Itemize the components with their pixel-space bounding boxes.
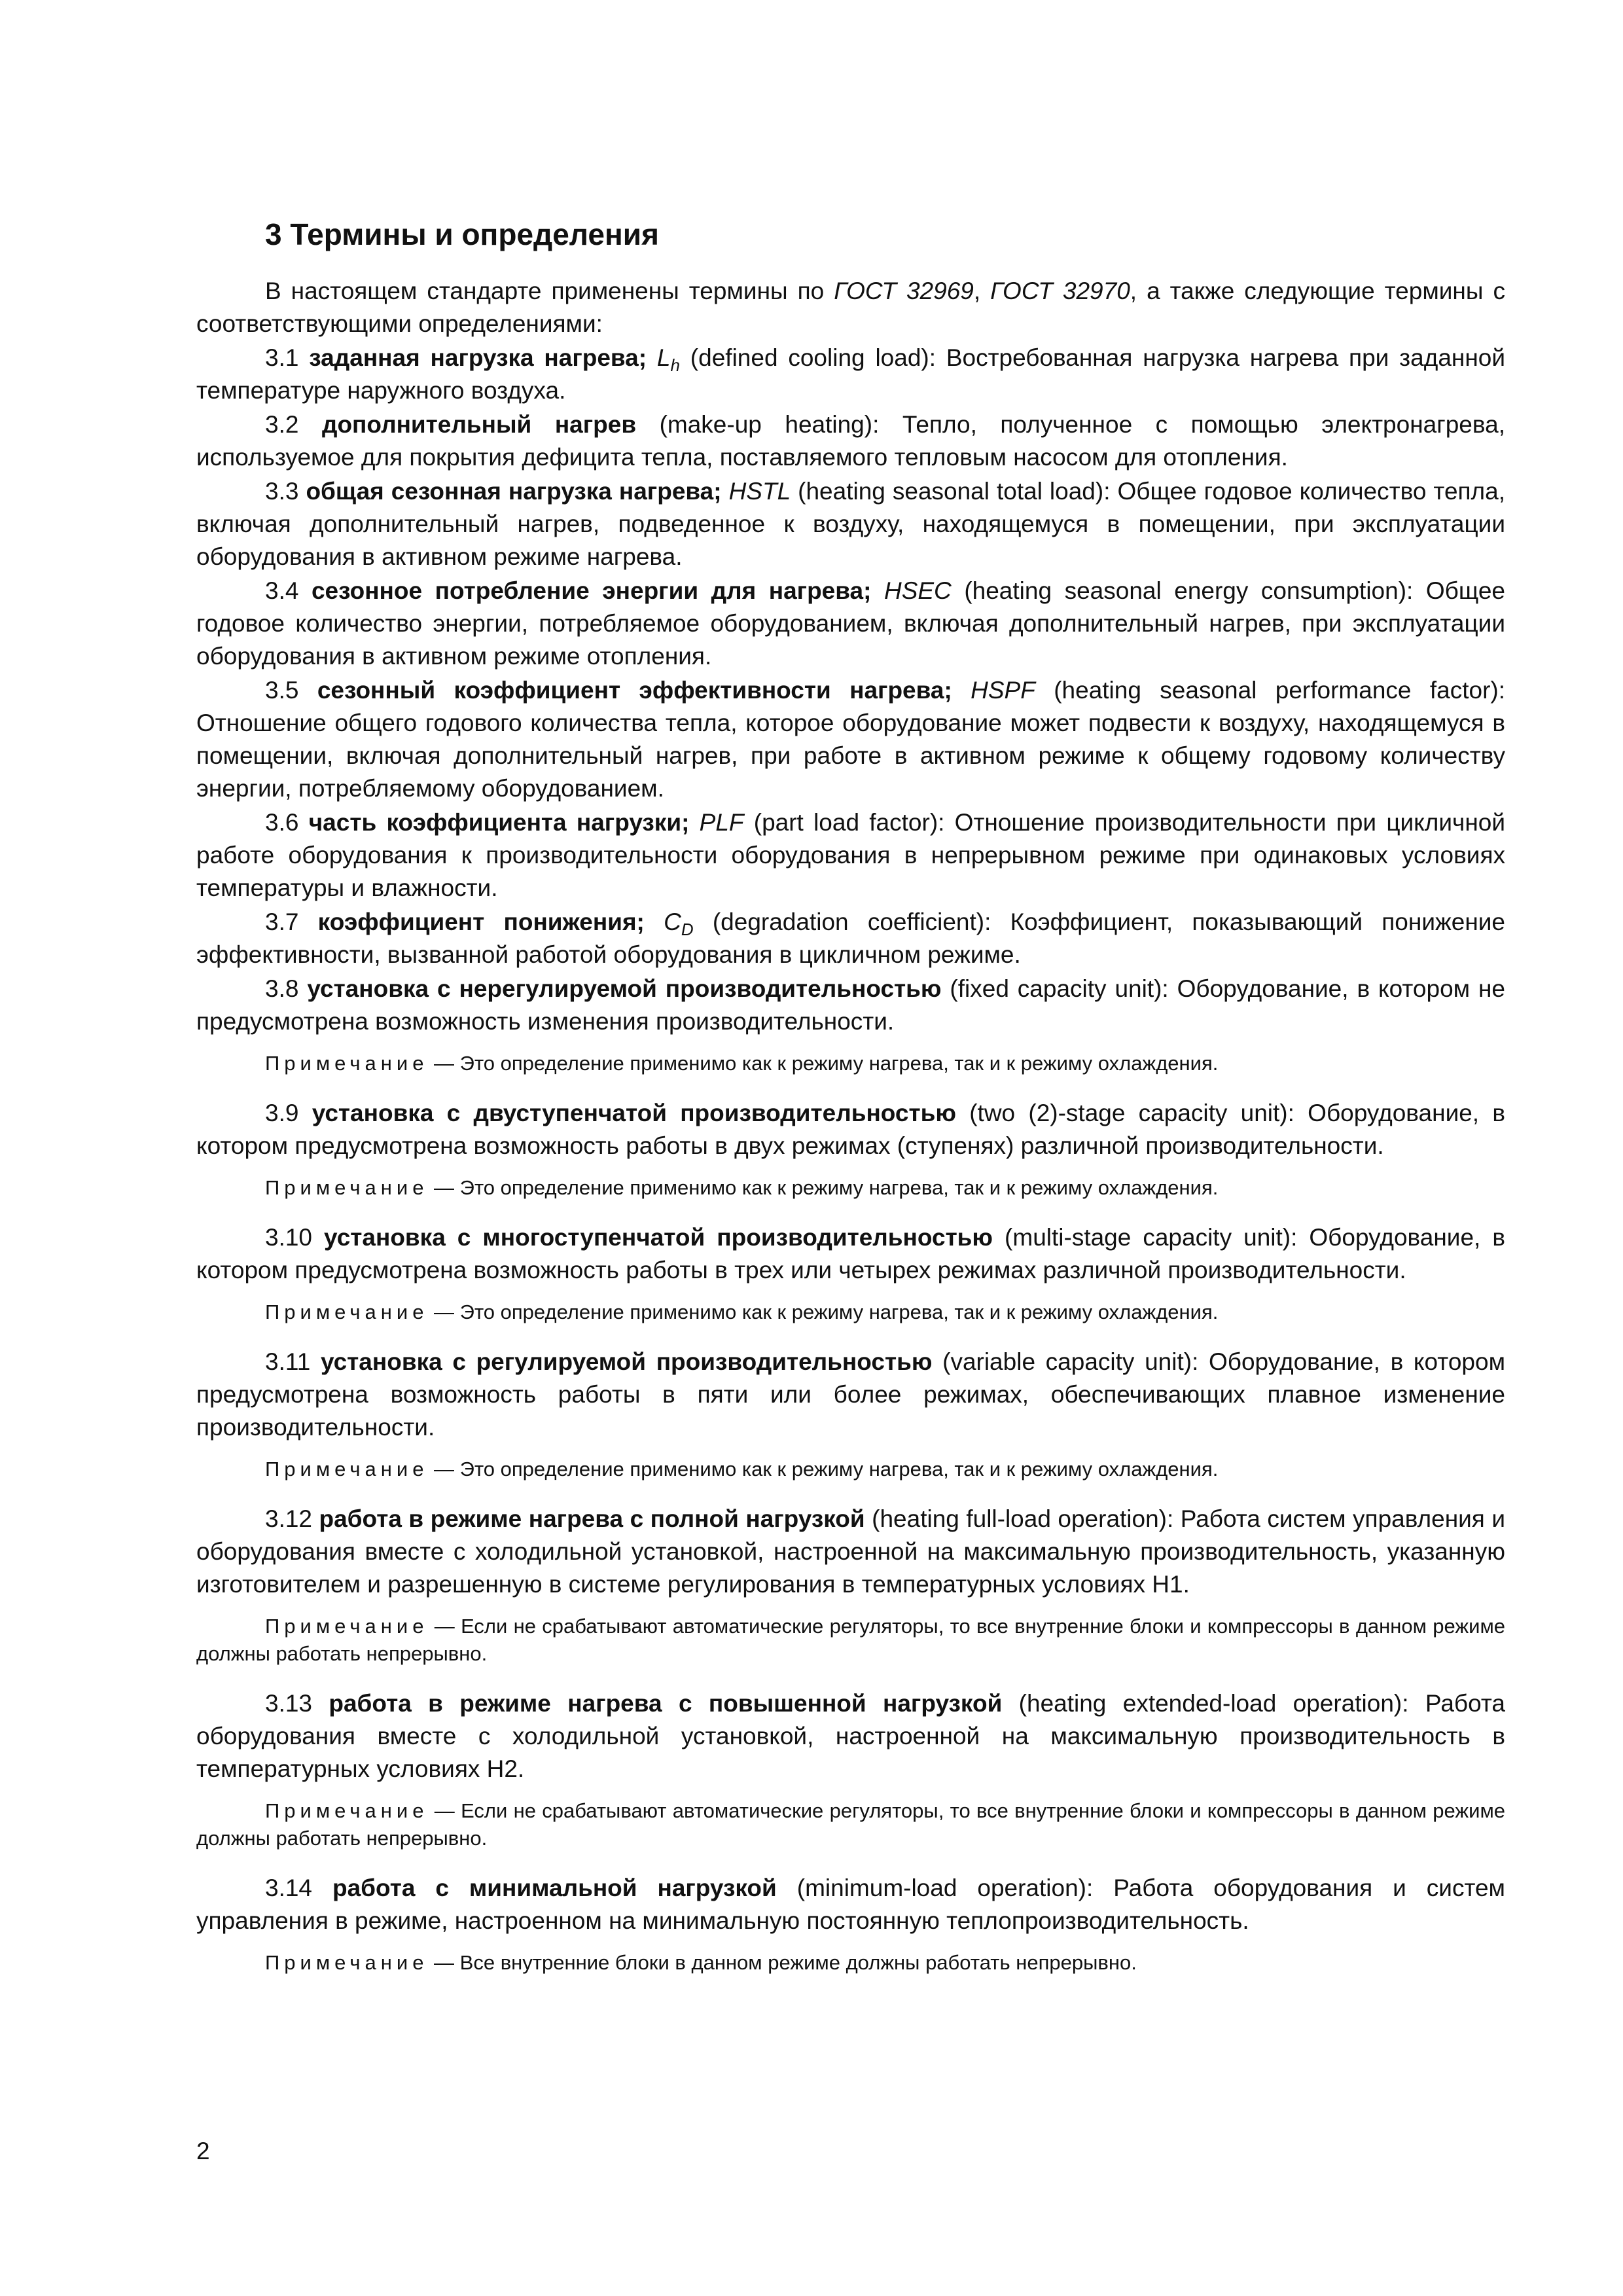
definition-3-14: 3.14 работа с минимальной нагрузкой (minimum-load operation): Работа оборудования и систем управления в режиме, настроенном на минимальную постоянную теплопроизводительность. (196, 1874, 1505, 1934)
definition-3-3: 3.3 общая сезонная нагрузка нагрева; HSTL (heating seasonal total load): Общее годовое количество тепла, включая дополнительный нагрев, подведенное к воздуху, находящемуся в помещении, при эксплуатации оборудования в активном режиме нагрева. (196, 478, 1506, 570)
definition-3-13: 3.13 работа в режиме нагрева с повышенной нагрузкой (heating extended-load operation): Работа оборудования вместе с холодильной установкой, настроенной на максимальную производительность в температурных условиях H2. (196, 1690, 1505, 1782)
term: заданная нагрузка нагрева; (309, 344, 657, 371)
term: установка с нерегулируемой производительностью (307, 975, 942, 1002)
term-abbreviation: HSPF (971, 677, 1035, 704)
intro-paragraph: В настоящем стандарте применены термины по ГОСТ 32969, ГОСТ 32970, а также следующие термины с соответствующими определениями: (196, 278, 1505, 337)
term: дополнительный нагрев (321, 411, 637, 438)
definition-3-8: 3.8 установка с нерегулируемой производительностью (fixed capacity unit): Оборудование, в котором не предусмотрена возможность изменения производительности. (196, 975, 1506, 1035)
note-label: Примечание (265, 1052, 429, 1075)
definition-3-4: 3.4 сезонное потребление энергии для нагрева; HSEC (heating seasonal energy consumption): Общее годовое количество энергии, потребляемое оборудованием, включая дополнительный нагрев, при эксплуатации оборудования в активном режиме отопления. (196, 577, 1505, 670)
note-label: Примечание (265, 1300, 429, 1323)
term: работа в режиме нагрева с полной нагрузкой (319, 1505, 865, 1532)
note-label: Примечание (265, 1176, 429, 1199)
term-abbreviation: HSEC (883, 577, 952, 604)
term-abbreviation: $C_D$ (664, 908, 694, 939)
note: Примечание — Это определение применимо как к режиму нагрева, так и к режиму охлаждения. (265, 1300, 1219, 1323)
term-abbreviation: HSTL (728, 478, 791, 505)
definition-3-11: 3.11 установка с регулируемой производительностью (variable capacity unit): Оборудование, в котором предусмотрена возможность работы в пяти или более режимах, обеспечивающих плавное изменение производительности. (196, 1348, 1506, 1441)
note-label: Примечание (265, 1615, 429, 1638)
note: Примечание — Это определение применимо как к режиму нагрева, так и к режиму охлаждения. (265, 1458, 1219, 1480)
term-abbreviation: PLF (699, 809, 744, 836)
standard-reference: ГОСТ 32970 (990, 278, 1130, 304)
term: работа с минимальной нагрузкой (332, 1874, 777, 1901)
note-label: Примечание (265, 1458, 429, 1480)
term: установка с многоступенчатой производительностью (324, 1224, 993, 1251)
definition-3-7: 3.7 коэффициент понижения; $C_D$ (degradation coefficient): Коэффициент, показывающий понижение эффективности, вызванной работой оборудования в цикличном режиме. (196, 908, 1505, 968)
definition-3-10: 3.10 установка с многоступенчатой производительностью (multi-stage capacity unit): Оборудование, в котором предусмотрена возможность работы в трех или четырех режимах различной производительности. (196, 1224, 1506, 1283)
note: Примечание — Если не срабатывают автоматические регуляторы, то все внутренние блоки и компрессоры в данном режиме должны работать непрерывно. (196, 1799, 1505, 1850)
term: коэффициент понижения; (317, 908, 664, 935)
term: установка с регулируемой производительностью (320, 1348, 933, 1375)
definition-3-2: 3.2 дополнительный нагрев (make-up heating): Тепло, полученное с помощью электронагрева, используемое для покрытия дефицита тепла, поставляемого тепловым насосом для отопления. (196, 411, 1505, 471)
standard-reference: ГОСТ 32969 (834, 278, 974, 304)
term: работа в режиме нагрева с повышенной нагрузкой (329, 1690, 1003, 1717)
section-title: 3 Термины и определения (265, 217, 659, 251)
section-content (196, 216, 1505, 1996)
note-label: Примечание (265, 1799, 429, 1822)
note-label: Примечание (265, 1951, 429, 1974)
term: часть коэффициента нагрузки; (308, 809, 700, 836)
definition-3-6: 3.6 часть коэффициента нагрузки; PLF (part load factor): Отношение производительности при цикличной работе оборудования к производительности оборудования в непрерывном режиме при одинаковых условиях температуры и влажности. (196, 809, 1505, 901)
term: сезонный коэффициент эффективности нагрева; (317, 677, 971, 704)
term: общая сезонная нагрузка нагрева; (306, 478, 729, 505)
term-abbreviation: $L_h$ (656, 344, 680, 375)
note: Примечание — Это определение применимо как к режиму нагрева, так и к режиму охлаждения. (265, 1052, 1219, 1075)
definition-3-5: 3.5 сезонный коэффициент эффективности нагрева; HSPF (heating seasonal performance factor): Отношение общего годового количества тепла, которое оборудование может подвести к воздуху, находящемуся в помещении, включая дополнительный нагрев, при работе в активном режиме к общему годовому количеству энергии, потребляемому оборудованием. (196, 677, 1505, 802)
term: сезонное потребление энергии для нагрева; (311, 577, 884, 604)
note: Примечание — Все внутренние блоки в данном режиме должны работать непрерывно. (265, 1951, 1137, 1974)
definition-3-1: 3.1 заданная нагрузка нагрева; $L_h$ (defined cooling load): Востребованная нагрузка нагрева при заданной температуре наружного воздуха. (196, 344, 1506, 404)
note: Примечание — Это определение применимо как к режиму нагрева, так и к режиму охлаждения. (265, 1176, 1219, 1199)
term: установка с двуступенчатой производительностью (312, 1100, 956, 1126)
page-number: 2 (196, 2138, 210, 2164)
definition-3-12: 3.12 работа в режиме нагрева с полной нагрузкой (heating full-load operation): Работа систем управления и оборудования вместе с холодильной установкой, настроенной на максимальную производительность, указанную изготовителем и разрешенную в системе регулирования в температурных условиях H1. (196, 1505, 1505, 1598)
definition-3-9: 3.9 установка с двуступенчатой производительностью (two (2)-stage capacity unit): Оборудование, в котором предусмотрена возможность работы в двух режимах (ступенях) различной производительности. (196, 1100, 1505, 1159)
note: Примечание — Если не срабатывают автоматические регуляторы, то все внутренние блоки и компрессоры в данном режиме должны работать непрерывно. (196, 1615, 1505, 1665)
